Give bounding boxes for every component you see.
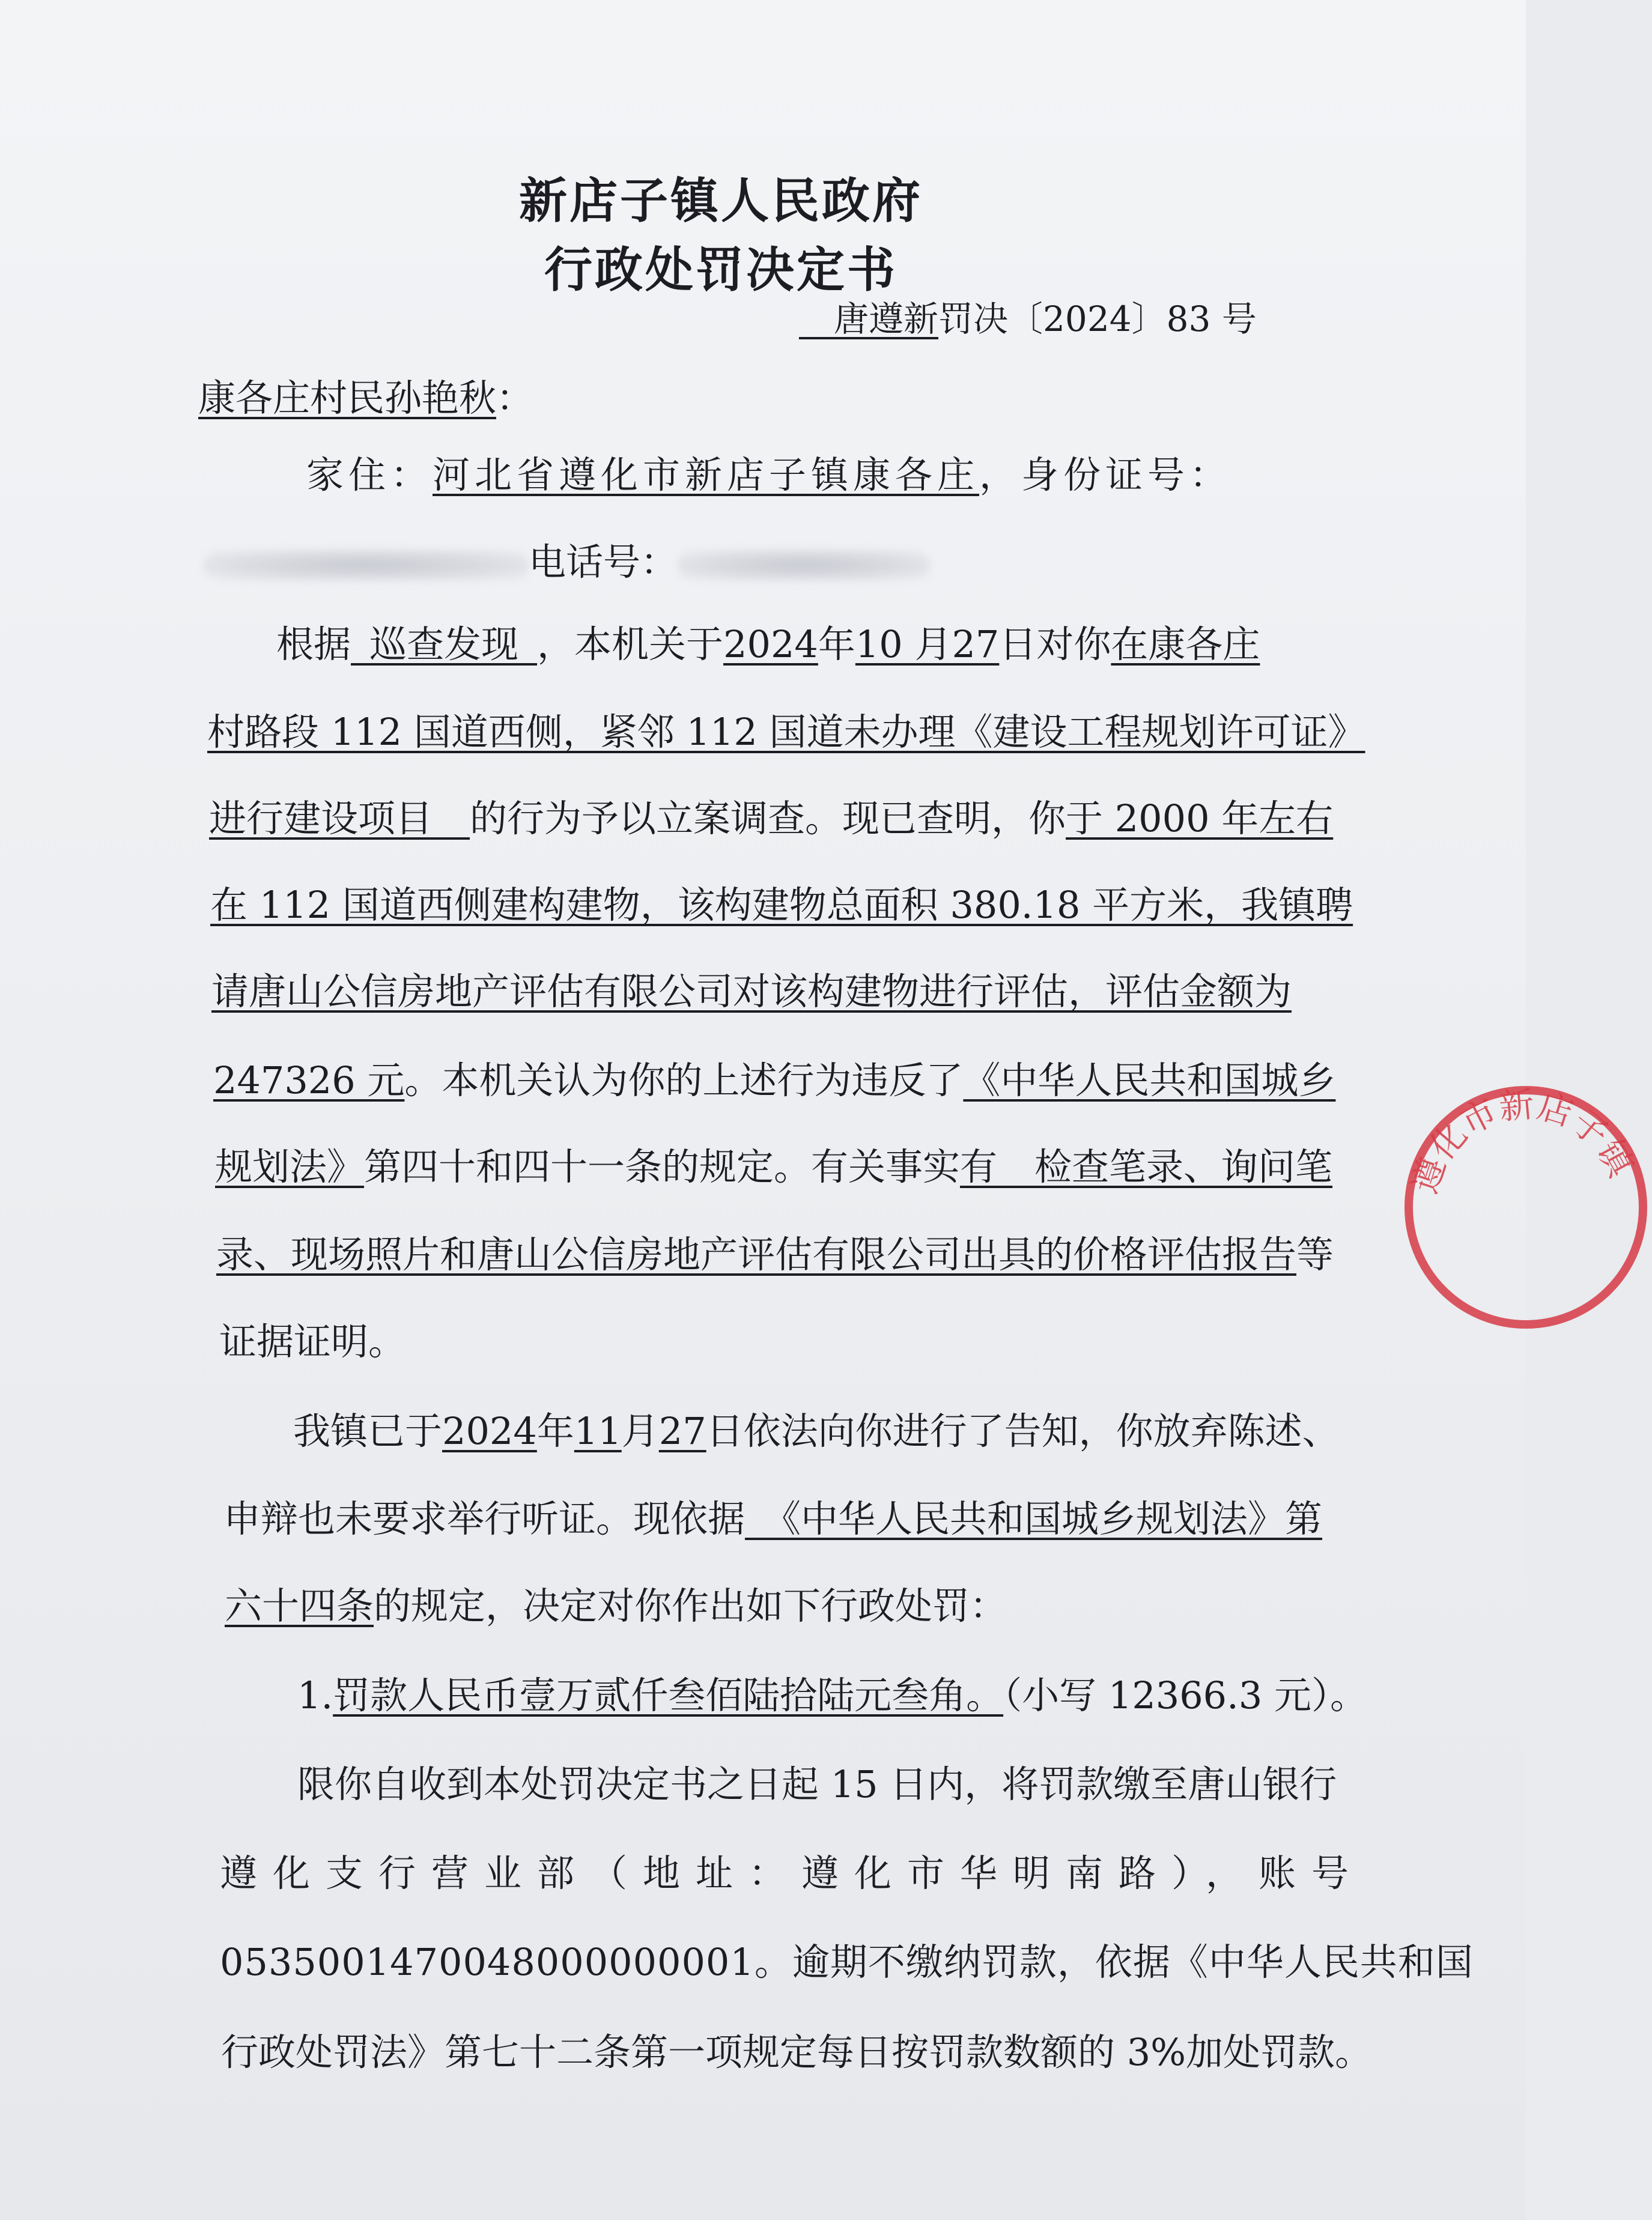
document-title-line2: 行政处罚决定书 [544, 241, 897, 298]
payment-line1: 限你自收到本处罚决定书之日起 15 日内，将罚款缴至唐山银行 [297, 1762, 1337, 1806]
residence-label: 家住： [306, 453, 433, 497]
residence-address: 河北省遵化市新店子镇康各庄 [433, 453, 980, 497]
redacted-id-number [204, 550, 529, 581]
paragraph1-line3: 进行建设项目 的行为予以立案调查。现已查明，你于 2000 年左右 [209, 796, 1334, 840]
seal-text: 遵化市新店子镇 [1404, 1084, 1642, 1198]
paragraph1-line7: 规划法》第四十和四十一条的规定。有关事实有 检查笔录、询问笔 [215, 1145, 1333, 1189]
paragraph1-line1: 根据 巡查发现 ，本机关于2024年10 月27日对你在康各庄 [276, 622, 1260, 666]
document-number [799, 299, 1257, 339]
id-number-label: ，身份证号： [979, 453, 1232, 497]
paragraph1-line8: 录、现场照片和唐山公信房地产评估有限公司出具的价格评估报告等 [216, 1233, 1334, 1276]
document-title-line1: 新店子镇人民政府 [519, 172, 923, 229]
paragraph1-line2: 村路段 112 国道西侧，紧邻 112 国道未办理《建设工程规划许可证》 [207, 710, 1365, 754]
recipient-name: 康各庄村民孙艳秋 [198, 376, 497, 420]
document-number-prefix: 唐遵新 [834, 299, 939, 339]
paragraph1-line4: 在 112 国道西侧建构建物，该构建物总面积 380.18 平方米，我镇聘 [210, 883, 1353, 927]
svg-text:遵化市新店子镇 [1404, 1084, 1643, 1198]
paragraph2-line1: 我镇已于2024年11月27日依法向你进行了告知，你放弃陈述、 [293, 1409, 1340, 1453]
redacted-phone-number [678, 550, 930, 581]
paragraph2-line2: 申辩也未要求举行听证。现依据 《中华人民共和国城乡规划法》第 [223, 1497, 1323, 1541]
paragraph1-line6: 247326 元。本机关认为你的上述行为违反了《中华人民共和国城乡 [213, 1058, 1336, 1102]
id-phone-line [204, 540, 930, 584]
payment-line4: 行政处罚法》第七十二条第一项规定每日按罚款数额的 3%加处罚款。 [221, 2030, 1373, 2074]
paragraph2-line3: 六十四条的规定，决定对你作出如下行政处罚： [225, 1584, 1007, 1628]
recipient-line: 康各庄村民孙艳秋： [198, 376, 534, 420]
residence-line [306, 453, 1232, 497]
official-seal-stamp [1400, 1081, 1652, 1333]
phone-label: 电话号： [529, 540, 678, 584]
paragraph1-line9: 证据证明。 [219, 1320, 406, 1363]
penalty-item-1: 1.罚款人民币壹万贰仟叁佰陆拾陆元叁角。（小写 12366.3 元）。 [297, 1673, 1367, 1717]
document-number-suffix: 罚决〔2024〕83 号 [938, 299, 1257, 339]
payment-line2: 遵化支行营业部（地址：遵化市华明南路），账号 [220, 1851, 1365, 1895]
paragraph1-line5: 请唐山公信房地产评估有限公司对该构建物进行评估，评估金额为 [211, 969, 1292, 1013]
payment-line3: 0535001470048000000001。逾期不缴纳罚款，依据《中华人民共和国 [220, 1940, 1474, 1984]
